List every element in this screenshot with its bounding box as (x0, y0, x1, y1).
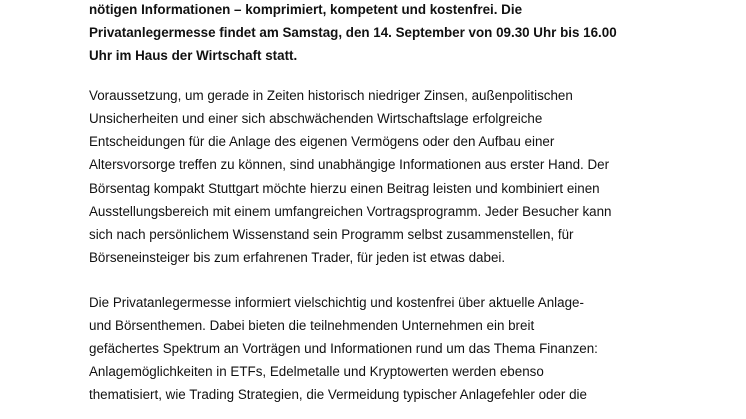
paragraph-1-line-1: Voraussetzung, um gerade in Zeiten historisch niedriger Zinsen, außenpolitischen (89, 88, 573, 103)
intro-line-1: nötigen Informationen – komprimiert, kompetent und kostenfrei. Die (89, 2, 523, 17)
paragraph-2-line-1: Die Privatanlegermesse informiert vielschichtig und kostenfrei über aktuelle Anlage- (89, 295, 584, 310)
intro-line-3: Uhr im Haus der Wirtschaft statt. (89, 48, 298, 63)
paragraph-1-line-8: Börseneinsteiger bis zum erfahrenen Trader, für jeden ist etwas dabei. (89, 250, 506, 265)
intro-line-2: Privatanlegermesse findet am Samstag, den 14. September von 09.30 Uhr bis 16.00 (89, 25, 617, 40)
paragraph-1-line-4: Altersvorsorge treffen zu können, sind unabhängige Informationen aus erster Hand. Der (89, 157, 610, 172)
paragraph-2-line-3: gefächertes Spektrum an Vorträgen und Informationen rund um das Thema Finanzen: (89, 341, 598, 356)
paragraph-1-line-7: sich nach persönlichem Wissenstand sein Programm selbst zusammenstellen, für (89, 227, 574, 242)
paragraph-1-line-2: Unsicherheiten und einer sich abschwächenden Wirtschaftslage erfolgreiche (89, 111, 543, 126)
paragraph-2-line-5: thematisiert, wie Trading Strategien, die Vermeidung typischer Anlagefehler oder die (89, 387, 587, 402)
paragraph-1-line-3: Entscheidungen für die Anlage des eigenen Vermögens oder den Aufbau einer (89, 134, 555, 149)
paragraph-2-line-2: und Börsenthemen. Dabei bieten die teilnehmenden Unternehmen ein breit (89, 318, 535, 333)
paragraph-1-line-5: Börsentag kompakt Stuttgart möchte hierzu einen Beitrag leisten und kombiniert einen (89, 181, 600, 196)
paragraph-1-line-6: Ausstellungsbereich mit einem umfangreichen Vortragsprogramm. Jeder Besucher kann (89, 204, 612, 219)
paragraph-2-line-4: Anlagemöglichkeiten in ETFs, Edelmetalle und Kryptowerten werden ebenso (89, 364, 544, 379)
